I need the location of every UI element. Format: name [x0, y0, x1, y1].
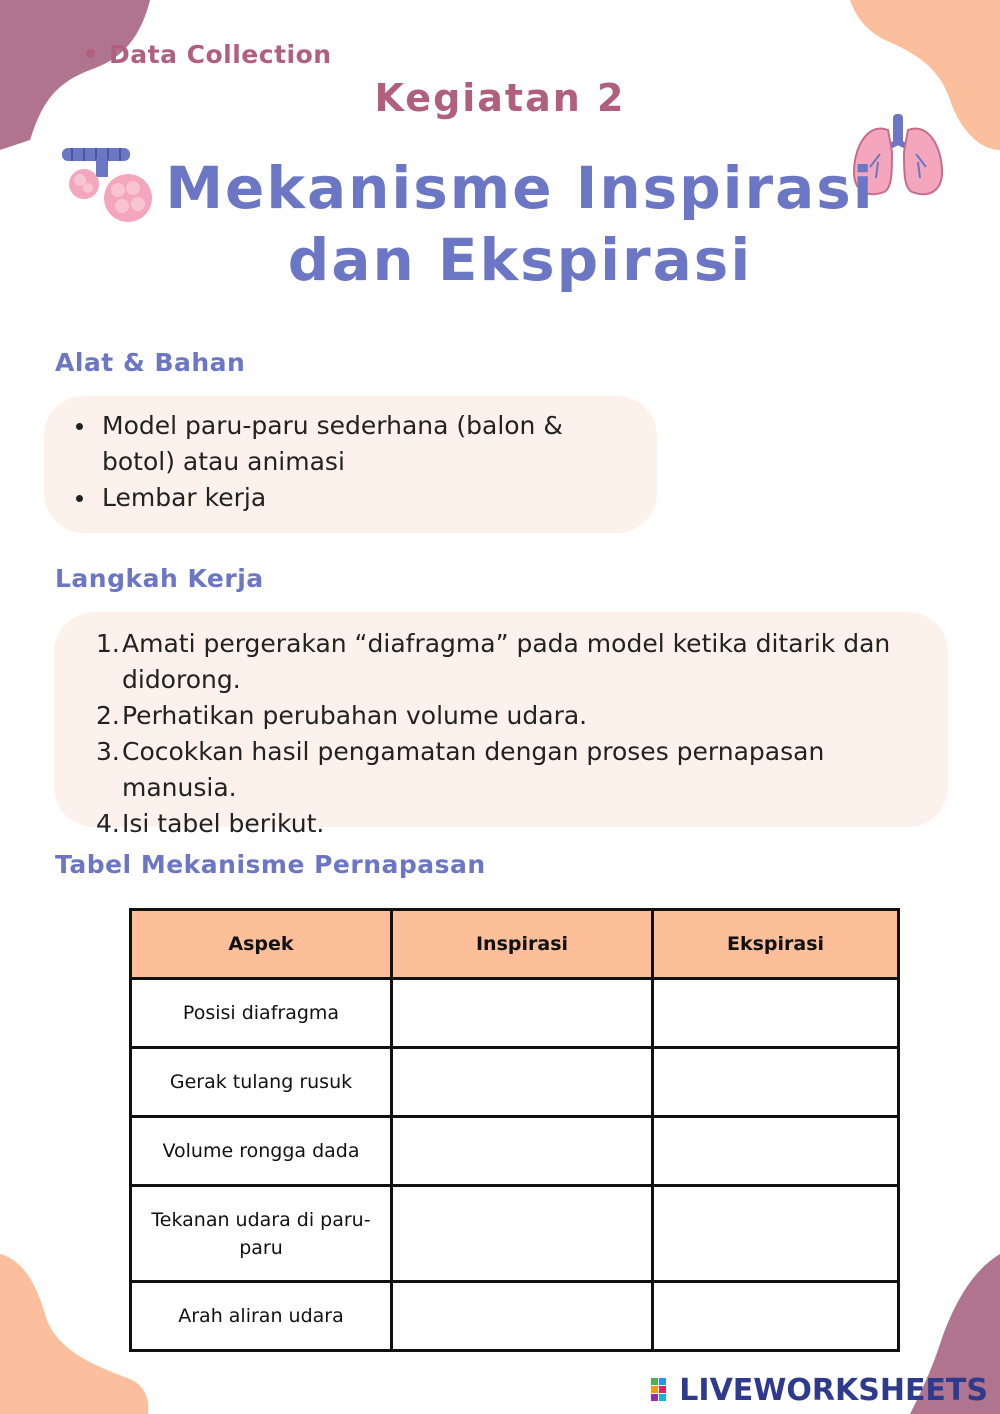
inspirasi-answer-cell[interactable]: [392, 1282, 653, 1351]
ekspirasi-answer-cell[interactable]: [653, 1282, 899, 1351]
list-item: Model paru-paru sederhana (balon & botol) atau animasi: [44, 408, 589, 480]
list-item: 4. Isi tabel berikut.: [96, 809, 325, 838]
table-row: [131, 1117, 899, 1186]
row-label: Volume rongga dada: [131, 1117, 392, 1186]
table-header-row: [131, 910, 899, 979]
table-row: [131, 1282, 899, 1351]
data-collection-label: Data Collection: [86, 40, 332, 69]
ekspirasi-answer-cell[interactable]: [653, 1186, 899, 1282]
list-item: 2. Perhatikan perubahan volume udara.: [96, 701, 588, 730]
list-item: Lembar kerja: [44, 480, 589, 516]
ekspirasi-answer-cell[interactable]: [653, 979, 899, 1048]
list-item: 3. Cocokkan hasil pengamatan dengan proses pernapasan manusia.: [96, 737, 825, 802]
row-label: Gerak tulang rusuk: [131, 1048, 392, 1117]
liveworksheets-logo[interactable]: LIVEWORKSHEETS: [651, 1373, 988, 1408]
title-line-2: dan Ekspirasi: [287, 226, 753, 294]
ekspirasi-answer-cell[interactable]: [653, 1048, 899, 1117]
list-item: 1. Amati pergerakan “diafragma” pada model ketika ditarik dan didorong.: [96, 629, 891, 694]
row-label: Arah aliran udara: [131, 1282, 392, 1351]
inspirasi-answer-cell[interactable]: [392, 1186, 653, 1282]
inspirasi-answer-cell[interactable]: [392, 1048, 653, 1117]
row-label: Posisi diafragma: [131, 979, 392, 1048]
steps-box: [54, 612, 948, 838]
table-row: [131, 1048, 899, 1117]
materials-box: [44, 396, 657, 533]
column-header-aspek: Aspek: [131, 910, 392, 979]
steps-heading: Langkah Kerja: [55, 564, 264, 593]
table-heading: Tabel Mekanisme Pernapasan: [55, 850, 486, 879]
inspirasi-answer-cell[interactable]: [392, 979, 653, 1048]
row-label: Tekanan udara di paru-paru: [131, 1186, 392, 1282]
liveworksheets-logo-icon: [651, 1378, 675, 1402]
ekspirasi-answer-cell[interactable]: [653, 1117, 899, 1186]
column-header-ekspirasi: Ekspirasi: [653, 910, 899, 979]
materials-heading: Alat & Bahan: [55, 348, 246, 377]
column-header-inspirasi: Inspirasi: [392, 910, 653, 979]
breathing-mechanism-table: [129, 908, 900, 1352]
activity-label: Kegiatan 2: [374, 76, 626, 120]
page-title: [150, 152, 890, 296]
title-line-1: Mekanisme Inspirasi: [165, 154, 875, 222]
table-row: [131, 1186, 899, 1282]
table-row: [131, 979, 899, 1048]
corner-blob-bottom-left: [0, 1254, 150, 1414]
inspirasi-answer-cell[interactable]: [392, 1117, 653, 1186]
